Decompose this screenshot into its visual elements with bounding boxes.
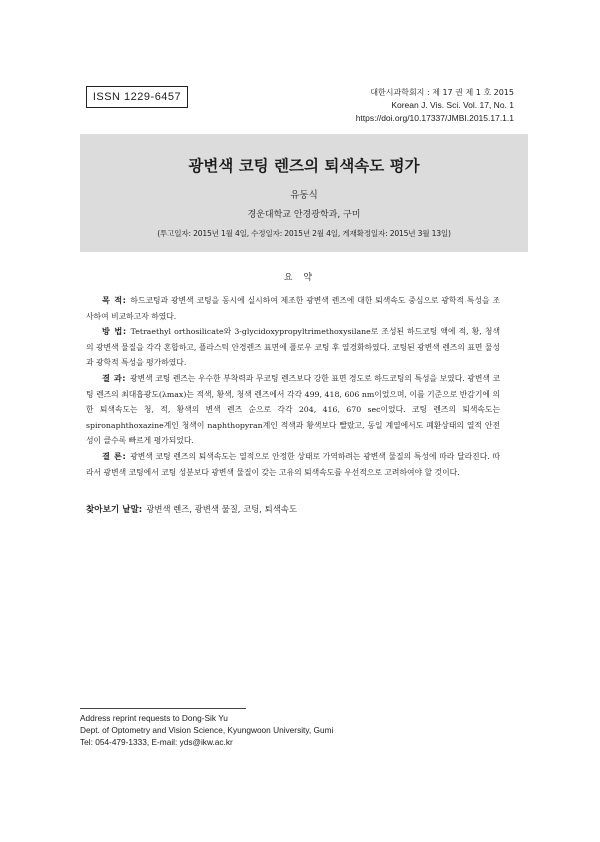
results-text: 광변색 코팅 렌즈는 우수한 부착력과 무코팅 렌즈보다 강한 표면 경도로 하드코팅의 특성을 보였다. 광변색 코팅 렌즈의 최대흡광도(λmax)는 적색, 황색, 청색 렌즈에서 각각 499, 418, 606 nm이었으며, 이를 기준으로 반감기에 의한 퇴색속도는 청, 적, 황색의 변색 렌즈 순으로 각각 204, 416, 670 sec이었다. 코팅 렌즈의 퇴색속도는 spironaphthoxazine계인 청색이 naphthopyran계인 적색과 황색보다 빨랐고, 동일 계열에서도 폐환상태의 열적 안전성이 클수록 빠르게 평가되었다. xyxy=(86,374,500,446)
journal-info xyxy=(356,86,514,125)
issn-box: ISSN 1229-6457 xyxy=(86,86,188,108)
purpose-text: 하드코팅과 광변색 코팅을 동시에 실시하여 제조한 광변색 렌즈에 대한 퇴색속도 중심으로 광학적 특성을 조사하여 비교하고자 하였다. xyxy=(86,296,500,321)
title-block xyxy=(80,134,528,252)
footnote-contact: Tel: 054-479-1333, E-mail: yds@ikw.ac.kr xyxy=(80,737,233,747)
purpose-label: 목 적: xyxy=(102,295,127,305)
abstract-heading: 요 약 xyxy=(283,273,317,283)
abstract-results xyxy=(86,371,500,449)
submission-dates: (투고일자: 2015년 1월 4일, 수정일자: 2015년 2월 4일, 게재확정일자: 2015년 3월 13일) xyxy=(157,229,451,238)
footnote-reprint: Address reprint requests to Dong-Sik Yu xyxy=(80,713,228,723)
footnote-rule xyxy=(80,708,246,709)
keywords-label: 찾아보기 낱말: xyxy=(86,505,143,515)
conclusion-text: 광변색 코팅 렌즈의 퇴색속도는 열적으로 안정한 상태로 가역하려는 광변색 물질의 특성에 따라 달라진다. 따라서 광변색 코팅에서 코팅 성분보다 광변색 물질이 갖는 고유의 퇴색속도를 우선적으로 고려하여야 할 것이다. xyxy=(86,452,500,477)
author-name: 유동식 xyxy=(290,190,318,201)
conclusion-label: 결 론: xyxy=(102,451,127,461)
results-label: 결 과: xyxy=(102,373,127,383)
abstract-purpose xyxy=(86,293,500,324)
paper-title: 광변색 코팅 렌즈의 퇴색속도 평가 xyxy=(188,157,420,175)
keywords-text: 광변색 렌즈, 광변색 물질, 코팅, 퇴색속도 xyxy=(146,504,297,514)
methods-text: Tetraethyl orthosilicate와 3-glycidoxypropyltrimethoxysilane로 조성된 하드코팅 액에 적, 황, 청색의 광변색 물질을 각각 혼합하고, 플라스틱 안경렌즈 표면에 플로우 코팅 후 열경화하였다. 코팅된 광변색 렌즈의 표면 물성과 광학적 특성을 평가하였다. xyxy=(86,327,500,368)
abstract-methods xyxy=(86,324,500,371)
affiliation: 경운대학교 안경광학과, 구미 xyxy=(247,210,361,220)
doi-link[interactable]: https://doi.org/10.17337/JMBI.2015.17.1.1 xyxy=(355,113,514,123)
keywords xyxy=(86,503,297,515)
footnote-department: Dept. of Optometry and Vision Science, Kyungwoon University, Gumi xyxy=(80,725,334,735)
methods-label: 방 법: xyxy=(102,326,127,336)
journal-korean-citation: 대한시과학회지 : 제 17 권 제 1 호 2015 xyxy=(370,88,514,97)
abstract-conclusion xyxy=(86,449,500,480)
journal-english-citation: Korean J. Vis. Sci. Vol. 17, No. 1 xyxy=(391,100,514,110)
